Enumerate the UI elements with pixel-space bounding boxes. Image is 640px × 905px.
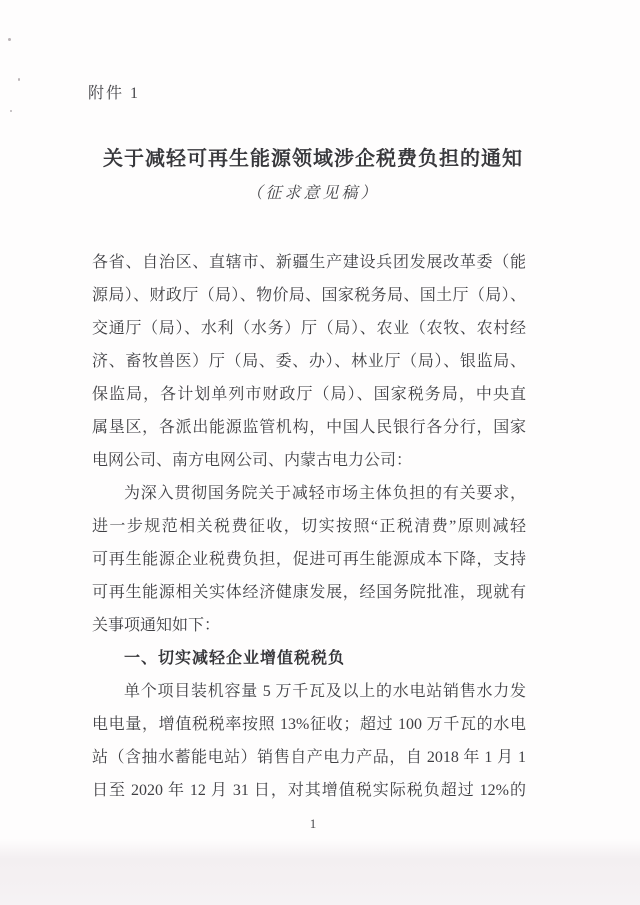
document-title: 关于减轻可再生能源领域涉企税费负担的通知 — [103, 148, 523, 170]
body-line: 关事项通知如下： — [92, 617, 221, 634]
body-line: 站（含抽水蓄能电站）销售自产电力产品，自 2018 年 1 月 1 — [92, 749, 526, 766]
body-line: 可再生能源企业税费负担，促进可再生能源成本下降，支持 — [92, 551, 526, 568]
body-line: 单个项目装机容量 5 万千瓦及以上的水电站销售水力发 — [124, 683, 526, 700]
body-line: 电电量，增值税税率按照 13%征收；超过 100 万千瓦的水电 — [92, 716, 526, 733]
page-number: 1 — [309, 816, 317, 831]
body-line: 源局）、财政厅（局）、物价局、国家税务局、国土厅（局）、 — [92, 287, 526, 304]
body-line: 交通厅（局）、水利（水务）厅（局）、农业（农牧、农村经 — [92, 320, 526, 337]
document-body — [92, 246, 526, 807]
body-line: 进一步规范相关税费征收，切实按照“正税清费”原则减轻 — [92, 518, 526, 535]
body-line: 电网公司、南方电网公司、内蒙古电力公司： — [92, 452, 413, 469]
body-line: 保监局，各计划单列市财政厅（局）、国家税务局，中央直 — [92, 386, 526, 403]
body-line: 济、畜牧兽医）厅（局、委、办）、林业厅（局）、银监局、 — [92, 353, 526, 370]
attachment-label: 附件 1 — [88, 85, 141, 102]
body-line: 可再生能源相关实体经济健康发展，经国务院批准，现就有 — [92, 584, 526, 601]
body-line: 各省、自治区、直辖市、新疆生产建设兵团发展改革委（能 — [92, 254, 526, 271]
scan-speck — [18, 78, 20, 81]
body-line: 属垦区，各派出能源监管机构，中国人民银行各分行，国家 — [92, 419, 526, 436]
scan-speck — [10, 110, 12, 112]
body-line: 为深入贯彻国务院关于减轻市场主体负担的有关要求， — [124, 485, 526, 502]
document-subtitle: （征求意见稿） — [246, 185, 380, 202]
body-line: 一、切实减轻企业增值税税负 — [124, 650, 346, 667]
body-line: 日至 2020 年 12 月 31 日，对其增值税实际税负超过 12%的 — [92, 782, 526, 799]
scan-speck — [8, 38, 11, 41]
